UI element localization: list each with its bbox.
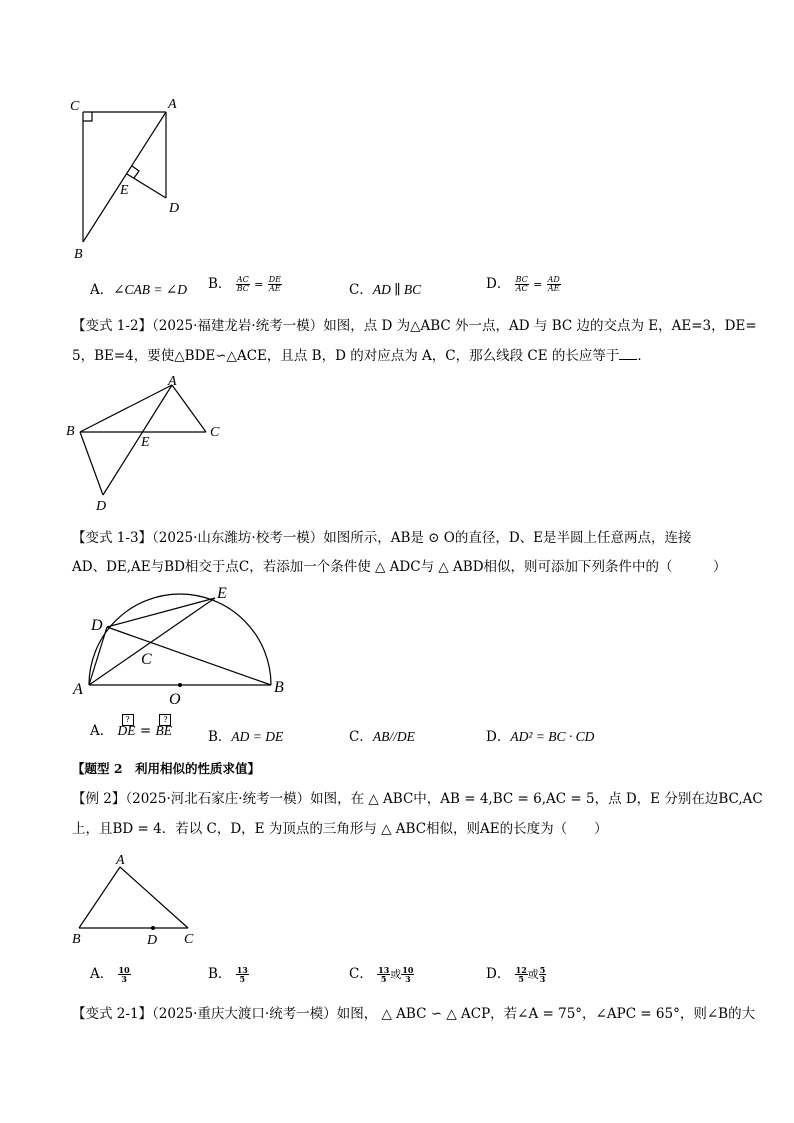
q1-option-d: D． $\frac{BC}{AC}$ = $\frac{AD}{AE}$ — [486, 275, 560, 293]
ex2-line-2: 上，且BD = 4．若以 C，D，E 为顶点的三角形与 △ ABC相似，则AE的长度为（ ） — [72, 821, 608, 837]
ex2-option-a: A． $\frac{10}{3}$ — [90, 965, 130, 984]
label-c: C — [141, 651, 152, 668]
q1-option-c: C．AD ∥ BC — [349, 282, 422, 298]
v13-line-2: AD、DE,AE与BD相交于点C，若添加一个条件使 △ ADC与 △ ABD相似，则可添加下列条件中的（ ） — [72, 559, 727, 575]
v12-diagram — [60, 372, 230, 517]
v13-option-c: C．AB//DE — [349, 729, 415, 745]
center-point — [178, 683, 182, 687]
label-a: A — [73, 681, 83, 698]
label-b: B — [66, 424, 75, 439]
v13-diagram — [65, 582, 295, 707]
ex2-line-1: 【例 2】（2025·河北石家庄·统考一模）如图，在 △ ABC中，AB = 4,BC = 6,AC = 5，点 D，E 分别在边BC,AC — [72, 791, 763, 807]
label-a: A — [168, 97, 177, 112]
label-e: E — [120, 183, 129, 198]
point-d — [151, 926, 155, 930]
v12-line-1: 【变式 1-2】（2025·福建龙岩·统考一模）如图，点 D 为△ABC 外一点，AD 与 BC 边的交点为 E，AE=3，DE= — [72, 318, 757, 334]
v13-option-b: B．AD = DE — [208, 729, 284, 745]
label-d: D — [96, 499, 107, 514]
v13-option-d: D．AD² = BC · CD — [486, 729, 595, 745]
label-d: D — [147, 933, 158, 948]
type2-heading: 【题型 2 利用相似的性质求值】 — [72, 761, 261, 776]
label-a: A — [116, 853, 125, 868]
ex2-option-b: B． $\frac{13}{5}$ — [208, 965, 248, 984]
label-d: D — [91, 617, 103, 634]
figure-1-diagram — [60, 90, 210, 265]
q1-option-a: A．∠CAB = ∠D — [90, 282, 187, 298]
ex2-option-d: D． $\frac{12}{5}$ 或 $\frac{5}{3}$ — [486, 965, 546, 984]
v21-line-1: 【变式 2-1】（2025·重庆大渡口·统考一模）如图， △ ABC ∽ △ ACP，若∠A = 75°，∠APC = 65°，则∠B的大 — [72, 1006, 756, 1022]
label-b: B — [74, 247, 83, 262]
label-b: B — [274, 679, 284, 696]
ex2-option-c: C． $\frac{13}{5}$ 或 $\frac{10}{3}$ — [349, 965, 414, 984]
label-o: O — [169, 691, 181, 707]
label-c: C — [184, 932, 194, 947]
label-c: C — [210, 425, 220, 440]
ex2-diagram — [62, 850, 212, 950]
label-c: C — [70, 99, 80, 114]
v13-option-a: A． ? DE = ? BE — [90, 715, 172, 739]
label-b: B — [72, 932, 81, 947]
label-e: E — [141, 435, 150, 450]
label-e: E — [217, 585, 227, 602]
v12-line-2: 5，BE=4，要使△BDE∽△ACE，且点 B，D 的对应点为 A，C，那么线段 CE 的长应等于 ． — [72, 348, 651, 364]
v13-line-1: 【变式 1-3】（2025·山东潍坊·校考一模）如图所示，AB是 ⊙ O的直径，D、E是半圆上任意两点，连接 — [72, 530, 692, 546]
label-d: D — [169, 201, 180, 216]
q1-option-b: B． $\frac{AC}{BC}$ = $\frac{DE}{AE}$ — [208, 275, 281, 293]
label-a: A — [168, 374, 177, 389]
